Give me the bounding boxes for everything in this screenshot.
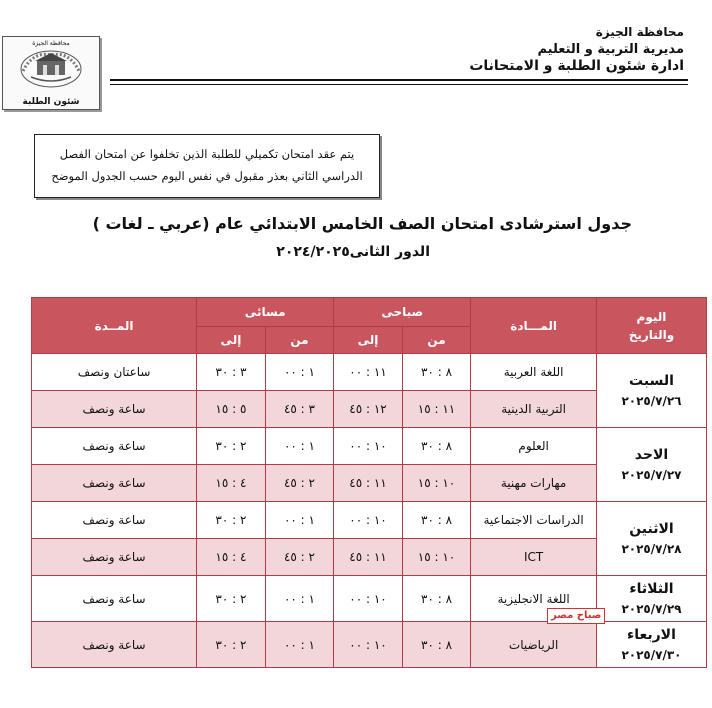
- page-subtitle: الدور الثانى٢٠٢٤/٢٠٢٥: [276, 244, 430, 260]
- notice-box: [34, 134, 380, 198]
- notice-line-2: الدراسي الثاني بعذر مقبول في نفس اليوم حسب الجدول الموضح: [51, 169, 363, 183]
- table-row: [32, 502, 707, 539]
- page-title: جدول استرشادى امتحان الصف الخامس الابتدائي عام (عربي ـ لغات ): [92, 214, 632, 233]
- evening-from-cell: ١ : ٠٠: [265, 576, 334, 622]
- logo-caption: شئون الطلبة: [22, 97, 80, 107]
- morning-from-cell: ٨ : ٣٠: [402, 502, 471, 539]
- day-date: ٢٠٢٥/٧/٢٧: [621, 467, 682, 482]
- exam-schedule-table: [31, 297, 707, 668]
- header-day-date: [596, 298, 706, 354]
- morning-from-cell: ١٠ : ١٥: [402, 465, 471, 502]
- header-evening-to: إلى: [197, 327, 266, 354]
- day-date: ٢٠٢٥/٧/٣٠: [621, 647, 682, 662]
- header-day-label: اليوم: [636, 309, 667, 324]
- morning-from-cell: ٨ : ٣٠: [402, 576, 471, 622]
- header-duration: المــدة: [32, 298, 197, 354]
- day-date: ٢٠٢٥/٧/٢٨: [621, 541, 682, 556]
- day-date: ٢٠٢٥/٧/٢٦: [621, 393, 682, 408]
- header-block: [469, 24, 684, 75]
- duration-cell: ساعة ونصف: [32, 502, 197, 539]
- logo-top-text: محافظة الجيزة: [32, 40, 70, 47]
- table-row: [32, 354, 707, 391]
- day-cell: [596, 502, 706, 576]
- day-name: السبت: [629, 372, 674, 389]
- evening-from-cell: ٢ : ٤٥: [265, 539, 334, 576]
- header-subject: المـــادة: [471, 298, 597, 354]
- emblem-icon: [13, 41, 89, 93]
- duration-cell: ساعة ونصف: [32, 391, 197, 428]
- evening-from-cell: ١ : ٠٠: [265, 428, 334, 465]
- subject-cell: الرياضيات: [471, 622, 597, 668]
- header-divider: [110, 79, 688, 85]
- duration-cell: ساعة ونصف: [32, 428, 197, 465]
- morning-to-cell: ١١ : ٤٥: [334, 539, 403, 576]
- evening-to-cell: ٣ : ٣٠: [197, 354, 266, 391]
- evening-from-cell: ١ : ٠٠: [265, 354, 334, 391]
- morning-to-cell: ١١ : ٠٠: [334, 354, 403, 391]
- subject-cell: الدراسات الاجتماعية: [471, 502, 597, 539]
- morning-to-cell: ١٠ : ٠٠: [334, 428, 403, 465]
- subject-cell: ICT: [471, 539, 597, 576]
- day-name: الاحد: [634, 446, 669, 463]
- logo: [2, 36, 100, 110]
- morning-from-cell: ٨ : ٣٠: [402, 354, 471, 391]
- header-evening: مسائى: [197, 298, 334, 327]
- administration-label: ادارة شئون الطلبة و الامتحانات: [469, 58, 684, 74]
- day-cell: [596, 576, 706, 622]
- notice-line-1: يتم عقد امتحان تكميلي للطلبة الذين تخلفوا عن امتحان الفصل: [59, 147, 355, 161]
- header-morning-to: إلى: [334, 327, 403, 354]
- morning-from-cell: ١٠ : ١٥: [402, 539, 471, 576]
- subject-cell: اللغة العربية: [471, 354, 597, 391]
- duration-cell: ساعة ونصف: [32, 576, 197, 622]
- subject-cell: مهارات مهنية: [471, 465, 597, 502]
- evening-to-cell: ٤ : ١٥: [197, 539, 266, 576]
- duration-cell: ساعة ونصف: [32, 539, 197, 576]
- header-morning: صباحى: [334, 298, 471, 327]
- evening-to-cell: ٢ : ٣٠: [197, 576, 266, 622]
- evening-to-cell: ٢ : ٣٠: [197, 622, 266, 668]
- evening-from-cell: ٣ : ٤٥: [265, 391, 334, 428]
- evening-from-cell: ١ : ٠٠: [265, 622, 334, 668]
- day-date: ٢٠٢٥/٧/٢٩: [621, 601, 682, 616]
- day-name: الاثنين: [629, 520, 674, 537]
- duration-cell: ساعة ونصف: [32, 465, 197, 502]
- duration-cell: ساعتان ونصف: [32, 354, 197, 391]
- morning-to-cell: ١٠ : ٠٠: [334, 502, 403, 539]
- evening-to-cell: ٤ : ١٥: [197, 465, 266, 502]
- evening-to-cell: ٢ : ٣٠: [197, 502, 266, 539]
- table-row: [32, 428, 707, 465]
- morning-to-cell: ١١ : ٤٥: [334, 465, 403, 502]
- day-cell: [596, 622, 706, 668]
- subject-cell: اللغة الانجليزية: [471, 576, 597, 622]
- governorate-label: محافظة الجيزة: [595, 25, 684, 39]
- day-name: الاربعاء: [627, 626, 676, 643]
- evening-from-cell: ٢ : ٤٥: [265, 465, 334, 502]
- morning-to-cell: ١٠ : ٠٠: [334, 622, 403, 668]
- directorate-label: مديرية التربية و التعليم: [537, 42, 684, 57]
- morning-to-cell: ١٢ : ٤٥: [334, 391, 403, 428]
- morning-from-cell: ٨ : ٣٠: [402, 428, 471, 465]
- morning-from-cell: ١١ : ١٥: [402, 391, 471, 428]
- subject-cell: التربية الدينية: [471, 391, 597, 428]
- table-row: [32, 622, 707, 668]
- day-name: الثلاثاء: [629, 580, 674, 597]
- header-date-label: والتاريخ: [628, 327, 675, 342]
- duration-cell: ساعة ونصف: [32, 622, 197, 668]
- morning-to-cell: ١٠ : ٠٠: [334, 576, 403, 622]
- morning-from-cell: ٨ : ٣٠: [402, 622, 471, 668]
- evening-from-cell: ١ : ٠٠: [265, 502, 334, 539]
- header-evening-from: من: [265, 327, 334, 354]
- evening-to-cell: ٢ : ٣٠: [197, 428, 266, 465]
- header-morning-from: من: [402, 327, 471, 354]
- watermark: صباح مصر: [547, 608, 605, 624]
- day-cell: [596, 428, 706, 502]
- subject-cell: العلوم: [471, 428, 597, 465]
- day-cell: [596, 354, 706, 428]
- evening-to-cell: ٥ : ١٥: [197, 391, 266, 428]
